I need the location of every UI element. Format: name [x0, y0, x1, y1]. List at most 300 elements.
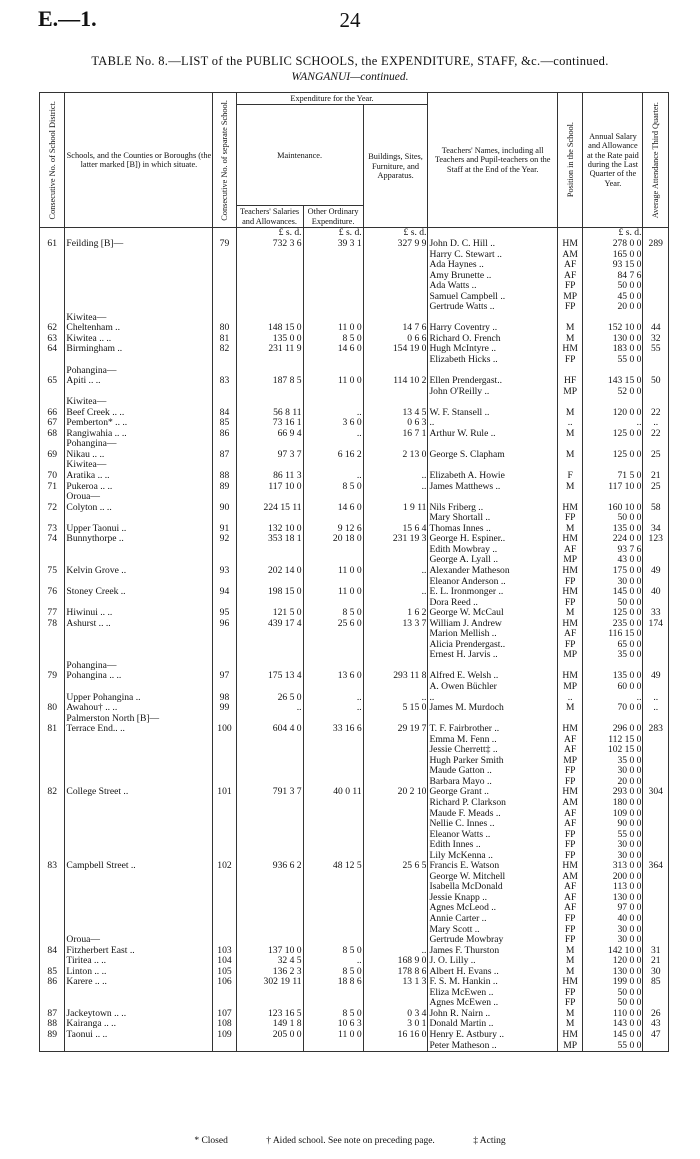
cell-annual-salary: [583, 366, 643, 377]
cell-position: MP: [557, 1041, 582, 1052]
report-code: E.—1.: [38, 6, 97, 31]
cell-district-no: 84: [40, 946, 65, 957]
cell-annual-salary: 71 5 0: [583, 471, 643, 482]
cell-position: FP: [557, 640, 582, 651]
cell-attendance: 304: [643, 787, 669, 798]
table-row: [40, 534, 669, 545]
cell-district-no: [40, 313, 65, 324]
cell-attendance: 32: [643, 334, 669, 345]
table-row: [40, 271, 669, 282]
cell-attendance: [643, 925, 669, 936]
cell-attendance: 49: [643, 566, 669, 577]
cell-school-no: 90: [213, 503, 236, 514]
cell-salaries: [236, 577, 303, 588]
cell-school-name: [65, 766, 213, 777]
cell-buildings: 0 6 3: [363, 418, 428, 429]
cell-attendance: [643, 555, 669, 566]
cell-position: M: [557, 524, 582, 535]
cell-annual-salary: 30 0 0: [583, 851, 643, 862]
cell-annual-salary: 109 0 0: [583, 809, 643, 820]
cell-position: FP: [557, 766, 582, 777]
cell-teacher-name: Albert H. Evans ..: [428, 967, 557, 978]
table-row: [40, 851, 669, 862]
cell-salaries: [236, 555, 303, 566]
table-row: [40, 545, 669, 556]
cell-buildings: [363, 914, 428, 925]
cell-school-no: [213, 903, 236, 914]
cell-buildings: [363, 545, 428, 556]
cell-salaries: 198 15 0: [236, 587, 303, 598]
cell-buildings: 20 2 10: [363, 787, 428, 798]
cell-position: AF: [557, 809, 582, 820]
cell-annual-salary: 50 0 0: [583, 281, 643, 292]
cell-district-no: [40, 366, 65, 377]
cell-teacher-name: James M. Murdoch: [428, 703, 557, 714]
cell-attendance: [643, 661, 669, 672]
cell-annual-salary: 135 0 0: [583, 671, 643, 682]
cell-attendance: [643, 840, 669, 851]
cell-buildings: [363, 439, 428, 450]
table-row: [40, 460, 669, 471]
cell-district-no: [40, 840, 65, 851]
footnote-aided: † Aided school. See note on preceding page.: [266, 1136, 435, 1146]
cell-district-no: [40, 935, 65, 946]
cell-position: FP: [557, 281, 582, 292]
cell-buildings: [363, 513, 428, 524]
cell-teacher-name: Edith Innes ..: [428, 840, 557, 851]
cell-salaries: 66 9 4: [236, 429, 303, 440]
cell-salaries: 56 8 11: [236, 408, 303, 419]
cell-district-no: 64: [40, 344, 65, 355]
cell-other-expenditure: [303, 439, 363, 450]
cell-annual-salary: 70 0 0: [583, 703, 643, 714]
cell-annual-salary: 143 15 0: [583, 376, 643, 387]
cell-salaries: [236, 397, 303, 408]
cell-other-expenditure: 14 6 0: [303, 344, 363, 355]
cell-annual-salary: 116 15 0: [583, 629, 643, 640]
cell-annual-salary: 30 0 0: [583, 935, 643, 946]
cell-annual-salary: 30 0 0: [583, 925, 643, 936]
cell-annual-salary: 90 0 0: [583, 819, 643, 830]
cell-position: MP: [557, 555, 582, 566]
cell-annual-salary: 224 0 0: [583, 534, 643, 545]
table-title: TABLE No. 8.—LIST of the PUBLIC SCHOOLS, the EXPENDITURE, STAFF, &c.—continued.: [91, 54, 609, 68]
cell-other-expenditure: 18 8 6: [303, 977, 363, 988]
cell-salaries: [236, 777, 303, 788]
cell-district-no: 66: [40, 408, 65, 419]
cell-salaries: 148 15 0: [236, 323, 303, 334]
cell-other-expenditure: [303, 545, 363, 556]
cell-school-name: Pemberton* .. ..: [65, 418, 213, 429]
cell-teacher-name: Amy Brunette ..: [428, 271, 557, 282]
cell-buildings: 5 15 0: [363, 703, 428, 714]
cell-annual-salary: 84 7 6: [583, 271, 643, 282]
cell-school-name: Fitzherbert East ..: [65, 946, 213, 957]
cell-district-no: [40, 809, 65, 820]
cell-attendance: [643, 250, 669, 261]
cell-teacher-name: George Grant ..: [428, 787, 557, 798]
cell-teacher-name: [428, 492, 557, 503]
table-row: [40, 882, 669, 893]
cell-district-no: 83: [40, 861, 65, 872]
cell-attendance: 283: [643, 724, 669, 735]
table-row: [40, 492, 669, 503]
cell-salaries: 32 4 5: [236, 956, 303, 967]
cell-teacher-name: [428, 397, 557, 408]
cell-buildings: [363, 577, 428, 588]
cell-salaries: 202 14 0: [236, 566, 303, 577]
cell-school-name: Hiwinui .. ..: [65, 608, 213, 619]
cell-school-name: [65, 735, 213, 746]
cell-attendance: [643, 460, 669, 471]
table-row: [40, 967, 669, 978]
cell-school-no: [213, 840, 236, 851]
cell-buildings: 293 11 8: [363, 671, 428, 682]
cell-school-name: Birmingham ..: [65, 344, 213, 355]
cell-buildings: [363, 397, 428, 408]
cell-position: HM: [557, 1030, 582, 1041]
cell-salaries: [236, 387, 303, 398]
cell-teacher-name: Nils Friberg ..: [428, 503, 557, 514]
cell-school-no: 100: [213, 724, 236, 735]
cell-other-expenditure: [303, 798, 363, 809]
table-row: [40, 661, 669, 672]
col-other: Other Ordinary Expenditure.: [303, 206, 363, 228]
cell-other-expenditure: [303, 872, 363, 883]
cell-annual-salary: 20 0 0: [583, 777, 643, 788]
cell-school-name: Ashurst .. ..: [65, 619, 213, 630]
cell-buildings: [363, 988, 428, 999]
cell-district-no: [40, 745, 65, 756]
cell-attendance: 55: [643, 344, 669, 355]
cell-school-no: [213, 313, 236, 324]
cell-annual-salary: 50 0 0: [583, 513, 643, 524]
cell-school-name: Beef Creek .. ..: [65, 408, 213, 419]
cell-teacher-name: Barbara Mayo ..: [428, 777, 557, 788]
cell-annual-salary: 20 0 0: [583, 302, 643, 313]
cell-attendance: [643, 513, 669, 524]
cell-annual-salary: 165 0 0: [583, 250, 643, 261]
cell-school-name: Aratika .. ..: [65, 471, 213, 482]
table-row: [40, 925, 669, 936]
cell-teacher-name: George S. Clapham: [428, 450, 557, 461]
cell-annual-salary: 50 0 0: [583, 998, 643, 1009]
cell-other-expenditure: 25 6 0: [303, 619, 363, 630]
cell-buildings: [363, 460, 428, 471]
cell-attendance: [643, 998, 669, 1009]
cell-buildings: 3 0 1: [363, 1019, 428, 1030]
cell-other-expenditure: [303, 629, 363, 640]
cell-position: M: [557, 703, 582, 714]
cell-district-no: 67: [40, 418, 65, 429]
cell-position: HM: [557, 503, 582, 514]
cell-district-no: 82: [40, 787, 65, 798]
table-row: [40, 524, 669, 535]
cell-teacher-name: [428, 439, 557, 450]
cell-salaries: [236, 281, 303, 292]
table-row: [40, 914, 669, 925]
cell-other-expenditure: [303, 555, 363, 566]
cell-school-name: Pohangina—: [65, 439, 213, 450]
cell-district-no: [40, 492, 65, 503]
cell-salaries: [236, 355, 303, 366]
cell-annual-salary: 120 0 0: [583, 956, 643, 967]
cell-annual-salary: 30 0 0: [583, 577, 643, 588]
cell-salaries: 302 19 11: [236, 977, 303, 988]
cell-district-no: 68: [40, 429, 65, 440]
cell-other-expenditure: [303, 260, 363, 271]
cell-buildings: [363, 798, 428, 809]
cell-other-expenditure: [303, 281, 363, 292]
cell-position: [557, 366, 582, 377]
cell-buildings: [363, 809, 428, 820]
cell-school-no: [213, 577, 236, 588]
cell-buildings: [363, 872, 428, 883]
cell-buildings: [363, 882, 428, 893]
cell-position: FP: [557, 513, 582, 524]
cell-district-no: [40, 756, 65, 767]
cell-teacher-name: E. L. Ironmonger ..: [428, 587, 557, 598]
cell-school-no: [213, 798, 236, 809]
cell-salaries: [236, 492, 303, 503]
cell-teacher-name: Alexander Matheson: [428, 566, 557, 577]
cell-position: HM: [557, 534, 582, 545]
cell-buildings: [363, 387, 428, 398]
cell-school-no: [213, 914, 236, 925]
cell-district-no: [40, 914, 65, 925]
table-row: [40, 344, 669, 355]
cell-school-no: 86: [213, 429, 236, 440]
cell-district-no: 69: [40, 450, 65, 461]
cell-school-no: [213, 935, 236, 946]
cell-attendance: 26: [643, 1009, 669, 1020]
cell-district-no: 73: [40, 524, 65, 535]
cell-attendance: [643, 366, 669, 377]
cell-annual-salary: ..: [583, 418, 643, 429]
cell-other-expenditure: [303, 998, 363, 1009]
table-row: [40, 471, 669, 482]
col-teachers: Teachers' Names, including all Teachers and Pupil-teachers on the Staff at the End of the Year.: [428, 93, 557, 228]
cell-salaries: 137 10 0: [236, 946, 303, 957]
cell-buildings: [363, 661, 428, 672]
cell-attendance: 364: [643, 861, 669, 872]
cell-district-no: [40, 260, 65, 271]
cell-annual-salary: 130 0 0: [583, 967, 643, 978]
cell-buildings: [363, 935, 428, 946]
cell-buildings: 1 9 11: [363, 503, 428, 514]
cell-other-expenditure: [303, 366, 363, 377]
table-subtitle: WANGANUI—continued.: [291, 71, 409, 83]
cell-annual-salary: 200 0 0: [583, 872, 643, 883]
table-row: [40, 1019, 669, 1030]
cell-buildings: 13 4 5: [363, 408, 428, 419]
cell-teacher-name: Jessie Cherrett‡ ..: [428, 745, 557, 756]
table-row: [40, 281, 669, 292]
cell-buildings: [363, 598, 428, 609]
cell-school-no: [213, 292, 236, 303]
cell-school-name: Bunnythorpe ..: [65, 534, 213, 545]
cell-teacher-name: Lily McKenna ..: [428, 851, 557, 862]
cell-district-no: [40, 545, 65, 556]
cell-school-no: [213, 682, 236, 693]
cell-school-name: [65, 387, 213, 398]
cell-attendance: 22: [643, 408, 669, 419]
cell-school-no: 98: [213, 693, 236, 704]
cell-other-expenditure: 8 5 0: [303, 482, 363, 493]
table-row: [40, 513, 669, 524]
cell-other-expenditure: [303, 777, 363, 788]
cell-school-no: 88: [213, 471, 236, 482]
cell-district-no: 88: [40, 1019, 65, 1030]
cell-school-no: [213, 998, 236, 1009]
table-row: [40, 777, 669, 788]
cell-school-name: Tiritea .. ..: [65, 956, 213, 967]
cell-buildings: [363, 830, 428, 841]
table-body: [40, 228, 669, 1052]
table-row: [40, 893, 669, 904]
cell-salaries: 121 5 0: [236, 608, 303, 619]
cell-school-no: 89: [213, 482, 236, 493]
cell-position: HM: [557, 977, 582, 988]
cell-other-expenditure: [303, 819, 363, 830]
cell-attendance: 43: [643, 1019, 669, 1030]
cell-buildings: 29 19 7: [363, 724, 428, 735]
cell-position: AF: [557, 271, 582, 282]
cell-salaries: 86 11 3: [236, 471, 303, 482]
cell-district-no: [40, 387, 65, 398]
cell-attendance: 49: [643, 671, 669, 682]
cell-annual-salary: 113 0 0: [583, 882, 643, 893]
cell-district-no: [40, 851, 65, 862]
table-row: [40, 798, 669, 809]
cell-position: HM: [557, 566, 582, 577]
cell-attendance: [643, 577, 669, 588]
cell-position: AF: [557, 745, 582, 756]
cell-teacher-name: Thomas Innes ..: [428, 524, 557, 535]
cell-school-no: [213, 397, 236, 408]
cell-salaries: [236, 840, 303, 851]
cell-school-name: [65, 545, 213, 556]
cell-position: M: [557, 1009, 582, 1020]
cell-school-name: Cheltenham ..: [65, 323, 213, 334]
table-row: [40, 1030, 669, 1041]
cell-teacher-name: Mary Scott ..: [428, 925, 557, 936]
cell-position: M: [557, 608, 582, 619]
cell-school-name: [65, 756, 213, 767]
cell-school-name: Oroua—: [65, 935, 213, 946]
cell-school-name: College Street ..: [65, 787, 213, 798]
cell-salaries: [236, 640, 303, 651]
cell-district-no: [40, 397, 65, 408]
cell-district-no: 80: [40, 703, 65, 714]
cell-buildings: [363, 366, 428, 377]
cell-annual-salary: 142 10 0: [583, 946, 643, 957]
cell-teacher-name: William J. Andrew: [428, 619, 557, 630]
cell-attendance: [643, 819, 669, 830]
cell-teacher-name: Nellie C. Innes ..: [428, 819, 557, 830]
cell-teacher-name: [428, 313, 557, 324]
cell-attendance: [643, 745, 669, 756]
col-position: Position in the School.: [557, 93, 582, 228]
cell-other-expenditure: [303, 271, 363, 282]
cell-school-no: 83: [213, 376, 236, 387]
cell-school-no: 99: [213, 703, 236, 714]
cell-school-no: [213, 714, 236, 725]
cell-school-no: [213, 819, 236, 830]
cell-annual-salary: 112 15 0: [583, 735, 643, 746]
cell-annual-salary: [583, 661, 643, 672]
cell-school-name: Palmerston North [B]—: [65, 714, 213, 725]
cell-other-expenditure: [303, 988, 363, 999]
cell-annual-salary: 145 0 0: [583, 1030, 643, 1041]
unit-label: £ s. d.: [236, 228, 303, 240]
cell-district-no: [40, 777, 65, 788]
cell-teacher-name: [428, 366, 557, 377]
cell-annual-salary: [583, 439, 643, 450]
cell-school-name: [65, 598, 213, 609]
cell-attendance: [643, 893, 669, 904]
cell-salaries: [236, 798, 303, 809]
cell-annual-salary: 55 0 0: [583, 355, 643, 366]
cell-district-no: [40, 998, 65, 1009]
cell-position: ..: [557, 693, 582, 704]
cell-other-expenditure: ..: [303, 956, 363, 967]
cell-buildings: 13 3 7: [363, 619, 428, 630]
cell-attendance: [643, 260, 669, 271]
cell-attendance: 21: [643, 471, 669, 482]
cell-other-expenditure: 39 3 1: [303, 239, 363, 250]
table-row: [40, 577, 669, 588]
table-row: [40, 503, 669, 514]
cell-school-name: [65, 640, 213, 651]
cell-district-no: 74: [40, 534, 65, 545]
cell-annual-salary: 120 0 0: [583, 408, 643, 419]
table-row: [40, 555, 669, 566]
cell-position: HM: [557, 671, 582, 682]
cell-other-expenditure: ..: [303, 429, 363, 440]
cell-school-name: [65, 577, 213, 588]
cell-attendance: 30: [643, 967, 669, 978]
cell-school-no: [213, 851, 236, 862]
cell-position: FP: [557, 914, 582, 925]
cell-other-expenditure: 6 16 2: [303, 450, 363, 461]
cell-position: AF: [557, 545, 582, 556]
cell-school-name: Taonui .. ..: [65, 1030, 213, 1041]
table-row: [40, 260, 669, 271]
cell-district-no: [40, 460, 65, 471]
cell-school-no: 84: [213, 408, 236, 419]
cell-other-expenditure: [303, 840, 363, 851]
cell-attendance: 47: [643, 1030, 669, 1041]
cell-salaries: [236, 260, 303, 271]
cell-teacher-name: Annie Carter ..: [428, 914, 557, 925]
col-expenditure: Expenditure for the Year.: [236, 93, 428, 105]
cell-buildings: [363, 893, 428, 904]
cell-teacher-name: ..: [428, 693, 557, 704]
cell-school-no: [213, 555, 236, 566]
cell-annual-salary: 125 0 0: [583, 450, 643, 461]
cell-school-no: [213, 756, 236, 767]
cell-annual-salary: 65 0 0: [583, 640, 643, 651]
table-row: [40, 439, 669, 450]
unit-label: £ s. d.: [583, 228, 643, 240]
cell-teacher-name: Maude F. Meads ..: [428, 809, 557, 820]
cell-annual-salary: 199 0 0: [583, 977, 643, 988]
cell-school-name: Pohangina—: [65, 661, 213, 672]
cell-school-name: Linton .. ..: [65, 967, 213, 978]
cell-school-no: [213, 988, 236, 999]
cell-buildings: 168 9 0: [363, 956, 428, 967]
